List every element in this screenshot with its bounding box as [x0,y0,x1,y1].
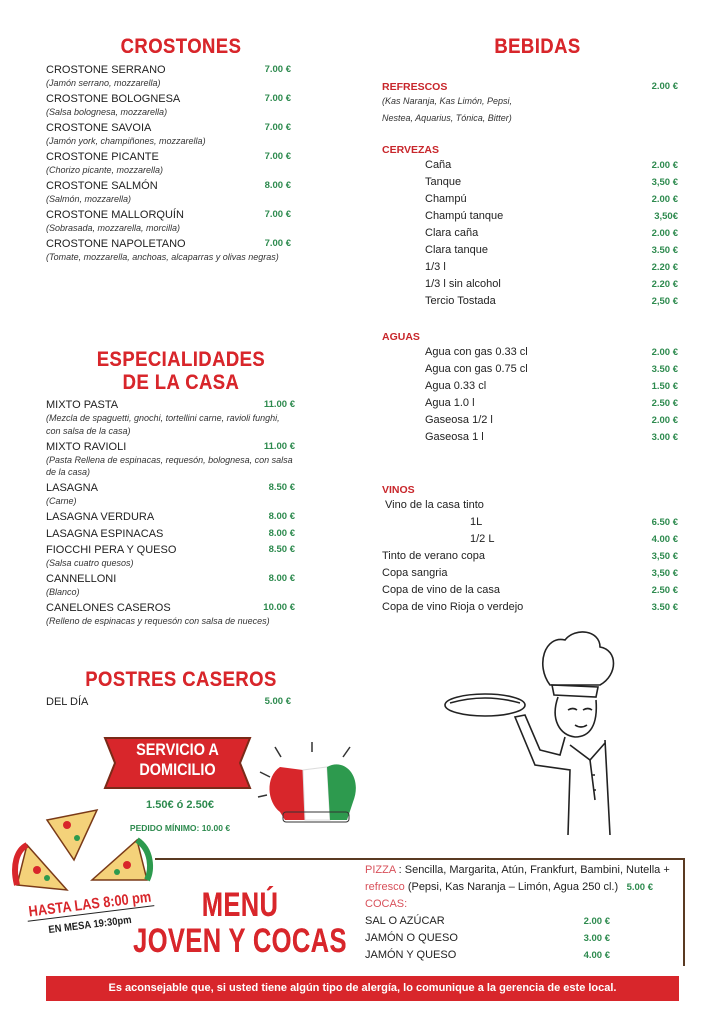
menu-item [46,527,295,541]
menu-item [46,208,291,235]
hasta-las-8: HASTA LAS 8:00 pm [26,888,155,921]
especialidades-title-2: DE LA CASA [122,371,240,394]
drink-name: Agua con gas 0.75 cl [425,363,528,375]
item-name: CROSTONE MALLORQUÍN [46,209,184,221]
menu-item [46,543,295,570]
item-price: 7.00 € [264,151,291,162]
item-desc: (Mezcla de spaguetti, gnochi, tortellini carne, ravioli funghi, con salsa de la casa) [46,413,280,436]
drink-price: 3.00 € [651,432,678,443]
item-name: CANNELLONI [46,573,117,585]
drink-name: Caña [425,159,452,171]
item-price: 7.00 € [264,209,291,220]
servicio-title [116,740,239,780]
item-desc: (Blanco) [46,587,80,597]
item-price: 10.00 € [263,602,295,613]
drink-name: Agua 0.33 cl [425,380,487,392]
allergy-notice: Es aconsejable que, si usted tiene algún tipo de alergía, lo comunique a la gerencia de este local. [46,976,679,1001]
drink-price: 3,50 € [651,551,678,562]
coca-row [365,930,610,947]
drink-row [382,565,678,582]
item-price: 8.00 € [264,180,291,191]
drink-row [382,378,678,395]
refrescos-price: 2.00 € [651,81,678,92]
refrescos-label: REFRESCOS [382,81,448,93]
drink-row [382,548,678,565]
drink-price: 3.50 € [651,364,678,375]
drink-row [382,259,678,276]
item-desc: (Relleno de espinacas y requesón con salsa de nueces) [46,616,270,626]
drink-name: Clara tanque [425,244,488,256]
menu-item [46,92,291,119]
drink-row [382,225,678,242]
menu-item [46,121,291,148]
drink-price: 2,50 € [651,296,678,307]
item-price: 7.00 € [264,93,291,104]
coca-row [365,913,610,930]
drink-name: Copa de vino de la casa [382,584,501,596]
menu-joven-price: 5.00 € [626,882,653,893]
drink-name: 1/3 l [425,261,446,273]
item-desc: (Salsa cuatro quesos) [46,558,134,568]
item-desc: (Jamón serrano, mozzarella) [46,78,161,88]
refrescos-section [382,80,678,127]
pedido-minimo: PEDIDO MÍNIMO: 10.00 € [129,823,231,833]
menu-item [46,440,295,479]
item-price: 11.00 € [263,440,295,452]
menu-item [46,695,291,709]
pizza-text: : Sencilla, Margarita, Atún, Frankfurt, Bambini, Nutella + [398,864,670,876]
drink-price: 2.00 € [651,228,678,239]
drink-price: 2.20 € [651,262,678,273]
drink-row [382,174,678,191]
drink-name: 1/2 L [470,533,495,545]
drink-price: 3.50 € [651,245,678,256]
menu-joven-title: MENÚ [201,886,279,924]
drink-price: 2.00 € [651,160,678,171]
item-name: LASAGNA ESPINACAS [46,527,164,540]
drink-row [382,361,678,378]
coca-price: 4.00 € [583,950,610,961]
coca-row [365,947,610,964]
menu-item [46,150,291,177]
domicilio-cost: 1.50€ ó 2.50€ [146,799,214,811]
drink-name: Champú [425,193,467,205]
drink-price: 2.00 € [651,194,678,205]
aguas-label: AGUAS [382,331,420,343]
item-desc: (Carne) [46,496,77,506]
item-name: LASAGNA VERDURA [46,511,155,523]
item-name: CROSTONE SALMÓN [46,180,158,192]
item-name: CANELONES CASEROS [46,602,171,614]
drink-row [382,191,678,208]
menu-item [46,481,295,508]
drink-name: 1/3 l sin alcohol [425,278,501,290]
item-name: LASAGNA [46,482,98,494]
drink-row [382,242,678,259]
item-name: CROSTONE SAVOIA [46,122,152,134]
bebidas-title: BEBIDAS [494,35,581,58]
item-price: 5.00 € [264,696,291,707]
menu-joven-details [365,862,677,964]
drink-price: 3.50 € [651,602,678,613]
cervezas-section [382,143,678,310]
postres-title: POSTRES CASEROS [85,668,277,691]
drink-name: Agua 1.0 l [425,397,475,409]
drink-price: 2.50 € [651,398,678,409]
menu-joven-title-2: JOVEN Y COCAS [133,922,347,960]
drink-row [382,395,678,412]
item-name: DEL DÍA [46,696,89,708]
servicio-title-1: SERVICIO A [136,740,219,759]
crostones-title: CROSTONES [120,35,242,58]
drink-price: 2.00 € [651,415,678,426]
vinos-section [382,483,678,616]
drink-name: Gaseosa 1 l [425,431,484,443]
menu-item [46,510,295,524]
especialidades-list [46,398,295,630]
item-price: 11.00 € [263,399,295,410]
item-name: CROSTONE BOLOGNESA [46,93,181,105]
drink-name: Tinto de verano copa [382,550,485,562]
item-desc: (Salmón, mozzarella) [46,194,132,204]
item-price: 8.50 € [268,482,295,493]
item-desc: (Chorizo picante, mozzarella) [46,165,164,175]
pizza-label: PIZZA [365,864,396,876]
item-price: 7.00 € [264,238,291,249]
drink-row [382,208,678,225]
item-desc: (Pasta Rellena de espinacas, requesón, bolognesa, con salsa de la casa) [46,454,293,477]
coca-price: 2.00 € [583,916,610,927]
coca-price: 3.00 € [583,933,610,944]
refresco-text: (Pepsi, Kas Naranja – Limón, Agua 250 cl.) [407,881,619,893]
drink-price: 2.50 € [651,585,678,596]
coca-name: SAL O AZÚCAR [365,915,445,927]
refrescos-desc-2: Nestea, Aquarius, Tónica, Bitter) [382,112,512,123]
en-mesa: EN MESA 19:30pm [47,913,133,937]
drink-price: 3,50€ [654,211,678,222]
item-desc: (Jamón york, champiñones, mozzarella) [46,136,206,146]
cocas-label: COCAS: [365,898,408,910]
servicio-title-2: DOMICILIO [139,760,216,779]
item-price: 7.00 € [264,64,291,75]
crostones-list [46,63,291,266]
drink-row [382,344,678,361]
drink-name: Champú tanque [425,210,504,222]
drink-row [382,157,678,174]
drink-name: Tanque [425,176,462,188]
coca-name: JAMÓN Y QUESO [365,949,457,961]
drink-price: 2.20 € [651,279,678,290]
drink-price: 4.00 € [651,534,678,545]
cervezas-label: CERVEZAS [382,144,439,156]
drink-price: 3,50 € [651,568,678,579]
drink-row [382,429,678,446]
item-price: 8.50 € [268,544,295,555]
refrescos-desc: (Kas Naranja, Kas Limón, Pepsi, [382,95,513,106]
drink-row [382,276,678,293]
refresco-label: refresco [365,881,405,893]
menu-item [46,179,291,206]
menu-item [46,63,291,90]
drink-row [382,582,678,599]
item-name: CROSTONE NAPOLETANO [46,238,186,250]
chef-hat-icon [255,742,365,832]
item-price: 8.00 € [268,511,295,522]
item-price: 8.00 € [268,527,295,539]
drink-name: Copa sangria [382,567,448,579]
especialidades-title: ESPECIALIDADES [96,348,266,371]
item-name: MIXTO PASTA [46,399,119,411]
drink-name: Clara caña [425,227,479,239]
drink-row [382,599,678,616]
drink-name: Gaseosa 1/2 l [425,414,493,426]
drink-name: 1L [470,516,483,528]
drink-price: 6.50 € [651,517,678,528]
drink-row [382,412,678,429]
vino-casa-label: Vino de la casa tinto [385,499,484,511]
vinos-label: VINOS [382,484,415,496]
drink-name: Agua con gas 0.33 cl [425,346,528,358]
drink-row [382,293,678,310]
item-name: MIXTO RAVIOLI [46,440,127,453]
menu-item [46,572,295,599]
drink-row [382,531,678,548]
drink-price: 3,50 € [651,177,678,188]
item-desc: (Tomate, mozzarella, anchoas, alcaparras y olivas negras) [46,252,279,262]
menu-item [46,398,295,437]
drink-price: 2.00 € [651,347,678,358]
coca-name: JAMÓN O QUESO [365,932,458,944]
item-name: CROSTONE PICANTE [46,151,159,163]
drink-name: Copa de vino Rioja o verdejo [382,601,524,613]
item-name: CROSTONE SERRANO [46,64,166,76]
chef-illustration [440,625,630,840]
drink-name: Tercio Tostada [425,295,496,307]
item-name: FIOCCHI PERA Y QUESO [46,544,177,556]
aguas-section [382,330,678,446]
item-price: 7.00 € [264,122,291,133]
drink-price: 1.50 € [651,381,678,392]
item-desc: (Sobrasada, mozzarella, morcilla) [46,223,181,233]
postres-list [46,695,291,712]
item-desc: (Salsa bolognesa, mozzarella) [46,107,168,117]
menu-item [46,237,291,264]
item-price: 8.00 € [268,573,295,584]
drink-row [382,514,678,531]
menu-item [46,601,295,628]
pizza-slices-icon [12,800,162,900]
